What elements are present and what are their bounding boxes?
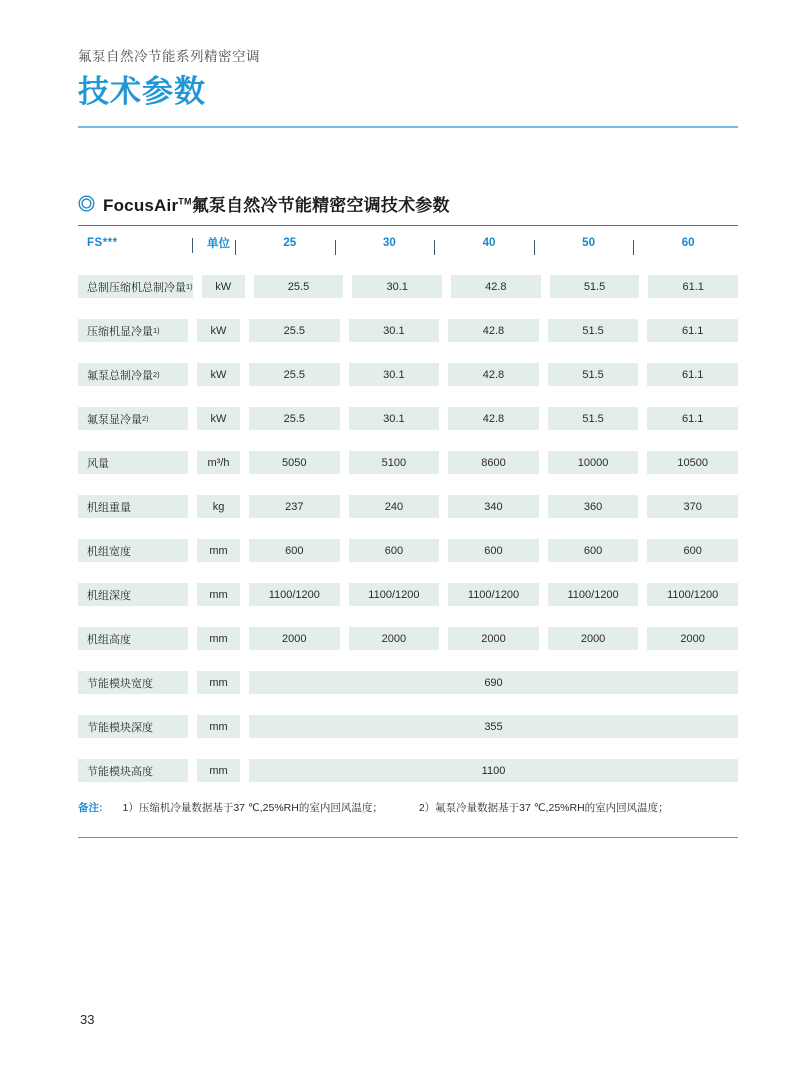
cell-gap: [240, 627, 249, 650]
table-header-unit: [197, 235, 240, 251]
row-value: 42.8: [448, 407, 539, 430]
ring-circle-icon: [78, 195, 95, 212]
header-divider-bar: [633, 240, 634, 255]
section-header: [78, 190, 738, 226]
page-number: 33: [80, 1012, 95, 1027]
table-row: [78, 759, 738, 782]
table-row: [78, 627, 738, 650]
row-value: 51.5: [548, 319, 639, 342]
cell-gap: [439, 627, 448, 650]
cell-gap: [439, 583, 448, 606]
header-divider: [78, 126, 738, 128]
row-value: 61.1: [647, 363, 738, 386]
row-unit: mm: [197, 715, 240, 738]
row-value: 30.1: [352, 275, 442, 298]
cell-gap: [639, 275, 648, 298]
cell-gap: [188, 363, 197, 386]
cell-gap: [240, 363, 249, 386]
table-header-size-40: [439, 237, 539, 249]
cell-gap: [539, 363, 548, 386]
cell-gap: [442, 275, 451, 298]
row-value: 25.5: [254, 275, 344, 298]
cell-gap: [188, 495, 197, 518]
cell-gap: [439, 363, 448, 386]
cell-gap: [343, 275, 352, 298]
row-value: 360: [548, 495, 639, 518]
cell-gap: [240, 319, 249, 342]
header-kicker: 氟泵自然冷节能系列精密空调: [78, 49, 260, 64]
cell-gap: [539, 539, 548, 562]
row-value: 600: [548, 539, 639, 562]
cell-gap: [193, 275, 202, 298]
table-header-size-label: 60: [681, 236, 695, 249]
cell-gap: [439, 407, 448, 430]
footnote-divider: [78, 837, 738, 838]
cell-gap: [240, 539, 249, 562]
row-value: 2000: [448, 627, 539, 650]
row-value: 30.1: [349, 319, 440, 342]
header-divider-bar: [235, 240, 236, 255]
cell-gap: [240, 407, 249, 430]
cell-gap: [240, 583, 249, 606]
row-label: 节能模块宽度: [78, 671, 188, 694]
table-header-size-30: [340, 237, 440, 249]
table-body: [78, 275, 738, 782]
row-value: 1100/1200: [448, 583, 539, 606]
cell-gap: [340, 495, 349, 518]
table-header-size-25: [240, 237, 340, 249]
cell-gap: [539, 451, 548, 474]
cell-gap: [240, 495, 249, 518]
row-label: 节能模块深度: [78, 715, 188, 738]
row-merged-value: 1100: [249, 759, 738, 782]
table-header-size-label: 40: [482, 236, 496, 249]
table-row: [78, 495, 738, 518]
row-unit: mm: [197, 583, 240, 606]
row-unit: mm: [197, 539, 240, 562]
row-value: 237: [249, 495, 340, 518]
row-value: 600: [249, 539, 340, 562]
row-value: 370: [647, 495, 738, 518]
header-divider-bar: [192, 238, 193, 253]
cell-gap: [240, 715, 249, 738]
section-divider: [78, 225, 738, 226]
page-title: 技术参数: [78, 73, 206, 109]
row-label: 机组深度: [78, 583, 188, 606]
row-value: 30.1: [349, 363, 440, 386]
row-value: 2000: [349, 627, 440, 650]
row-value: 42.8: [448, 319, 539, 342]
table-row: [78, 583, 738, 606]
section-title: [103, 191, 450, 216]
table-header-size-60: [638, 237, 738, 249]
row-value: 61.1: [647, 407, 738, 430]
row-value: 5050: [249, 451, 340, 474]
row-value: 600: [647, 539, 738, 562]
cell-gap: [638, 363, 647, 386]
row-value: 42.8: [448, 363, 539, 386]
section-title-row: [78, 190, 738, 216]
row-unit: mm: [197, 759, 240, 782]
row-label: 机组高度: [78, 627, 188, 650]
table-header-size-label: 50: [582, 236, 595, 249]
cell-gap: [340, 583, 349, 606]
row-label: 总制压缩机总制冷量 1): [78, 275, 193, 298]
table-row: [78, 275, 738, 298]
cell-gap: [340, 407, 349, 430]
row-value: 10000: [548, 451, 639, 474]
row-value: 1100/1200: [349, 583, 440, 606]
trademark-mark: TM: [178, 195, 192, 206]
cell-gap: [638, 319, 647, 342]
table-header-row: [78, 231, 738, 254]
table-row: [78, 715, 738, 738]
row-value: 1100/1200: [548, 583, 639, 606]
row-value: 61.1: [647, 319, 738, 342]
page-header: [78, 48, 738, 128]
table-header-size-label: 25: [283, 236, 297, 249]
table-row: [78, 451, 738, 474]
row-unit: mm: [197, 627, 240, 650]
row-value: 25.5: [249, 319, 340, 342]
row-unit: mm: [197, 671, 240, 694]
cell-gap: [539, 495, 548, 518]
row-value: 10500: [647, 451, 738, 474]
cell-gap: [245, 275, 254, 298]
section-title-brand: FocusAir: [103, 195, 179, 215]
row-value: 25.5: [249, 363, 340, 386]
table-row: [78, 671, 738, 694]
cell-gap: [638, 539, 647, 562]
row-unit: m³/h: [197, 451, 240, 474]
row-merged-value: 355: [249, 715, 738, 738]
footnote: [78, 800, 738, 815]
row-value: 600: [448, 539, 539, 562]
cell-gap: [240, 671, 249, 694]
row-merged-value: 690: [249, 671, 738, 694]
cell-gap: [240, 451, 249, 474]
table-row: [78, 407, 738, 430]
footnote-item-2: 2）氟泵冷量数据基于37 ℃,25%RH的室内回风温度；: [418, 802, 669, 814]
cell-gap: [340, 451, 349, 474]
row-unit: kW: [197, 363, 240, 386]
row-label: 机组宽度: [78, 539, 188, 562]
row-value: 42.8: [451, 275, 541, 298]
row-value: 1100/1200: [647, 583, 738, 606]
row-value: 51.5: [550, 275, 640, 298]
cell-gap: [188, 759, 197, 782]
table-header-size-label: 30: [382, 236, 396, 249]
cell-gap: [188, 627, 197, 650]
cell-gap: [541, 275, 550, 298]
cell-gap: [340, 627, 349, 650]
row-value: 2000: [647, 627, 738, 650]
row-value: 5100: [349, 451, 440, 474]
table-row: [78, 363, 738, 386]
cell-gap: [188, 715, 197, 738]
cell-gap: [340, 363, 349, 386]
header-divider-bar: [534, 240, 535, 255]
cell-gap: [188, 583, 197, 606]
row-label: 机组重量: [78, 495, 188, 518]
row-label: 氟泵总制冷量 2): [78, 363, 188, 386]
cell-gap: [439, 495, 448, 518]
footnote-item-1: 1）压缩机冷量数据基于37 ℃,25%RH的室内回风温度；: [122, 802, 383, 814]
cell-gap: [539, 319, 548, 342]
row-unit: kW: [197, 319, 240, 342]
cell-gap: [340, 319, 349, 342]
table-header-size-50: [539, 237, 639, 249]
row-value: 8600: [448, 451, 539, 474]
row-value: 30.1: [349, 407, 440, 430]
row-value: 51.5: [548, 407, 639, 430]
row-value: 1100/1200: [249, 583, 340, 606]
header-divider-bar: [434, 240, 435, 255]
row-label: 节能模块高度: [78, 759, 188, 782]
cell-gap: [439, 451, 448, 474]
spec-table: [78, 231, 738, 782]
cell-gap: [539, 627, 548, 650]
cell-gap: [340, 539, 349, 562]
cell-gap: [638, 407, 647, 430]
footnote-label: 备注:: [78, 802, 103, 814]
row-value: 600: [349, 539, 440, 562]
cell-gap: [638, 495, 647, 518]
row-value: 2000: [548, 627, 639, 650]
row-value: 61.1: [648, 275, 738, 298]
table-header-model: FS***: [87, 236, 118, 249]
row-unit: kW: [197, 407, 240, 430]
row-label: 风量: [78, 451, 188, 474]
row-value: 51.5: [548, 363, 639, 386]
cell-gap: [188, 671, 197, 694]
header-divider-bar: [335, 240, 336, 255]
cell-gap: [188, 407, 197, 430]
row-value: 2000: [249, 627, 340, 650]
cell-gap: [539, 583, 548, 606]
section-title-rest: 氟泵自然冷节能精密空调技术参数: [191, 195, 450, 215]
row-value: 240: [349, 495, 440, 518]
cell-gap: [539, 407, 548, 430]
row-unit: kW: [202, 275, 245, 298]
cell-gap: [188, 539, 197, 562]
row-unit: kg: [197, 495, 240, 518]
cell-gap: [188, 319, 197, 342]
table-row: [78, 319, 738, 342]
cell-gap: [240, 759, 249, 782]
cell-gap: [439, 319, 448, 342]
cell-gap: [439, 539, 448, 562]
cell-gap: [638, 583, 647, 606]
row-label: 压缩机显冷量 1): [78, 319, 188, 342]
row-value: 340: [448, 495, 539, 518]
cell-gap: [638, 627, 647, 650]
table-header-unit-label: 单位: [207, 237, 230, 250]
table-row: [78, 539, 738, 562]
row-value: 25.5: [249, 407, 340, 430]
cell-gap: [638, 451, 647, 474]
cell-gap: [188, 451, 197, 474]
row-label: 氟泵显冷量 2): [78, 407, 188, 430]
